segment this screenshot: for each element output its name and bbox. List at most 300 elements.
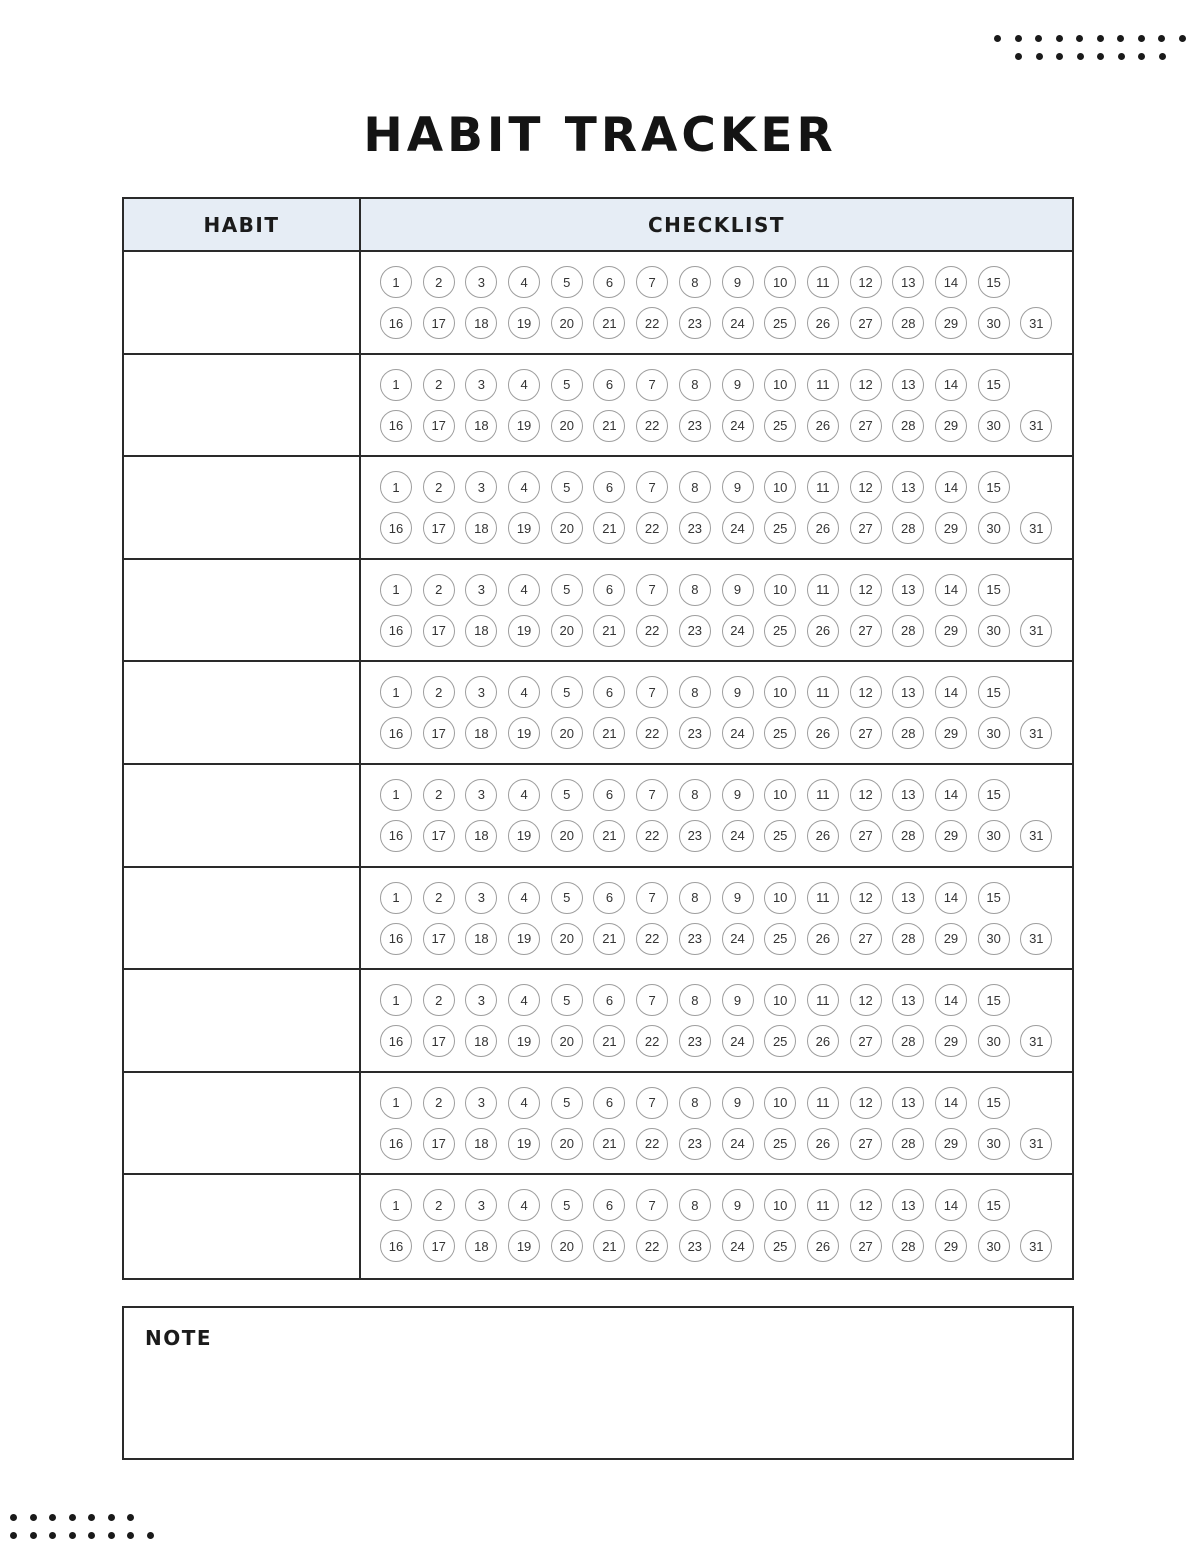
day-checkbox[interactable]: 10 [764, 369, 796, 401]
day-checkbox[interactable]: 26 [807, 923, 839, 955]
day-checkbox[interactable]: 28 [892, 717, 924, 749]
day-checkbox[interactable]: 15 [978, 471, 1010, 503]
day-checkbox[interactable]: 12 [850, 471, 882, 503]
day-checkbox[interactable]: 15 [978, 1189, 1010, 1221]
day-checkbox[interactable]: 23 [679, 717, 711, 749]
note-box[interactable] [122, 1306, 1074, 1460]
day-checkbox[interactable]: 16 [380, 307, 412, 339]
day-checkbox[interactable]: 29 [935, 717, 967, 749]
day-checkbox[interactable]: 30 [978, 1128, 1010, 1160]
day-checkbox[interactable]: 6 [593, 369, 625, 401]
habit-name-cell[interactable] [124, 765, 361, 866]
day-checkbox[interactable]: 14 [935, 779, 967, 811]
day-checkbox[interactable]: 14 [935, 369, 967, 401]
day-checkbox[interactable]: 8 [679, 369, 711, 401]
day-checkbox[interactable]: 31 [1020, 512, 1052, 544]
day-checkbox[interactable]: 3 [465, 882, 497, 914]
day-checkbox[interactable]: 3 [465, 1087, 497, 1119]
habit-name-cell[interactable] [124, 560, 361, 661]
day-checkbox[interactable]: 25 [764, 923, 796, 955]
day-checkbox[interactable]: 22 [636, 410, 668, 442]
day-checkbox[interactable]: 13 [892, 574, 924, 606]
day-checkbox[interactable]: 11 [807, 471, 839, 503]
day-checkbox[interactable]: 28 [892, 512, 924, 544]
day-checkbox[interactable]: 12 [850, 574, 882, 606]
day-checkbox[interactable]: 2 [423, 676, 455, 708]
day-checkbox[interactable]: 25 [764, 1128, 796, 1160]
day-checkbox[interactable]: 28 [892, 820, 924, 852]
day-checkbox[interactable]: 5 [551, 779, 583, 811]
day-checkbox[interactable]: 2 [423, 1189, 455, 1221]
day-checkbox[interactable]: 16 [380, 1230, 412, 1262]
day-checkbox[interactable]: 29 [935, 1128, 967, 1160]
day-checkbox[interactable]: 14 [935, 1189, 967, 1221]
day-checkbox[interactable]: 24 [722, 615, 754, 647]
day-checkbox[interactable]: 28 [892, 1230, 924, 1262]
day-checkbox[interactable]: 5 [551, 676, 583, 708]
day-checkbox[interactable]: 20 [551, 1025, 583, 1057]
day-checkbox[interactable]: 19 [508, 1128, 540, 1160]
habit-name-cell[interactable] [124, 868, 361, 969]
day-checkbox[interactable]: 2 [423, 471, 455, 503]
day-checkbox[interactable]: 21 [593, 1128, 625, 1160]
day-checkbox[interactable]: 11 [807, 882, 839, 914]
day-checkbox[interactable]: 16 [380, 615, 412, 647]
day-checkbox[interactable]: 11 [807, 1087, 839, 1119]
day-checkbox[interactable]: 12 [850, 266, 882, 298]
day-checkbox[interactable]: 26 [807, 1128, 839, 1160]
day-checkbox[interactable]: 17 [423, 1128, 455, 1160]
day-checkbox[interactable]: 30 [978, 410, 1010, 442]
day-checkbox[interactable]: 9 [722, 574, 754, 606]
day-checkbox[interactable]: 5 [551, 1087, 583, 1119]
day-checkbox[interactable]: 22 [636, 615, 668, 647]
day-checkbox[interactable]: 15 [978, 882, 1010, 914]
day-checkbox[interactable]: 25 [764, 820, 796, 852]
day-checkbox[interactable]: 27 [850, 1025, 882, 1057]
day-checkbox[interactable]: 18 [465, 410, 497, 442]
day-checkbox[interactable]: 30 [978, 615, 1010, 647]
day-checkbox[interactable]: 25 [764, 512, 796, 544]
habit-name-cell[interactable] [124, 355, 361, 456]
day-checkbox[interactable]: 15 [978, 779, 1010, 811]
day-checkbox[interactable]: 13 [892, 1189, 924, 1221]
day-checkbox[interactable]: 18 [465, 717, 497, 749]
day-checkbox[interactable]: 19 [508, 1025, 540, 1057]
day-checkbox[interactable]: 12 [850, 369, 882, 401]
day-checkbox[interactable]: 30 [978, 1025, 1010, 1057]
day-checkbox[interactable]: 23 [679, 1025, 711, 1057]
day-checkbox[interactable]: 13 [892, 779, 924, 811]
day-checkbox[interactable]: 9 [722, 984, 754, 1016]
day-checkbox[interactable]: 31 [1020, 615, 1052, 647]
day-checkbox[interactable]: 18 [465, 1230, 497, 1262]
day-checkbox[interactable]: 10 [764, 984, 796, 1016]
day-checkbox[interactable]: 17 [423, 820, 455, 852]
day-checkbox[interactable]: 7 [636, 1189, 668, 1221]
day-checkbox[interactable]: 21 [593, 410, 625, 442]
day-checkbox[interactable]: 17 [423, 307, 455, 339]
day-checkbox[interactable]: 15 [978, 266, 1010, 298]
day-checkbox[interactable]: 7 [636, 266, 668, 298]
day-checkbox[interactable]: 6 [593, 471, 625, 503]
day-checkbox[interactable]: 4 [508, 471, 540, 503]
day-checkbox[interactable]: 8 [679, 471, 711, 503]
day-checkbox[interactable]: 23 [679, 307, 711, 339]
day-checkbox[interactable]: 26 [807, 410, 839, 442]
day-checkbox[interactable]: 16 [380, 1128, 412, 1160]
day-checkbox[interactable]: 25 [764, 615, 796, 647]
day-checkbox[interactable]: 18 [465, 512, 497, 544]
day-checkbox[interactable]: 23 [679, 410, 711, 442]
day-checkbox[interactable]: 17 [423, 410, 455, 442]
day-checkbox[interactable]: 26 [807, 717, 839, 749]
day-checkbox[interactable]: 25 [764, 410, 796, 442]
day-checkbox[interactable]: 18 [465, 1128, 497, 1160]
day-checkbox[interactable]: 20 [551, 307, 583, 339]
day-checkbox[interactable]: 27 [850, 615, 882, 647]
day-checkbox[interactable]: 23 [679, 1128, 711, 1160]
day-checkbox[interactable]: 20 [551, 615, 583, 647]
day-checkbox[interactable]: 6 [593, 984, 625, 1016]
day-checkbox[interactable]: 16 [380, 512, 412, 544]
day-checkbox[interactable]: 13 [892, 369, 924, 401]
day-checkbox[interactable]: 4 [508, 882, 540, 914]
day-checkbox[interactable]: 20 [551, 1128, 583, 1160]
day-checkbox[interactable]: 10 [764, 1189, 796, 1221]
day-checkbox[interactable]: 11 [807, 984, 839, 1016]
day-checkbox[interactable]: 12 [850, 984, 882, 1016]
day-checkbox[interactable]: 4 [508, 676, 540, 708]
day-checkbox[interactable]: 23 [679, 923, 711, 955]
day-checkbox[interactable]: 29 [935, 512, 967, 544]
day-checkbox[interactable]: 23 [679, 820, 711, 852]
day-checkbox[interactable]: 26 [807, 615, 839, 647]
day-checkbox[interactable]: 8 [679, 574, 711, 606]
day-checkbox[interactable]: 7 [636, 471, 668, 503]
day-checkbox[interactable]: 19 [508, 512, 540, 544]
day-checkbox[interactable]: 11 [807, 676, 839, 708]
day-checkbox[interactable]: 31 [1020, 1128, 1052, 1160]
day-checkbox[interactable]: 10 [764, 676, 796, 708]
day-checkbox[interactable]: 20 [551, 512, 583, 544]
day-checkbox[interactable]: 1 [380, 984, 412, 1016]
day-checkbox[interactable]: 5 [551, 266, 583, 298]
day-checkbox[interactable]: 1 [380, 471, 412, 503]
day-checkbox[interactable]: 29 [935, 410, 967, 442]
day-checkbox[interactable]: 3 [465, 984, 497, 1016]
day-checkbox[interactable]: 15 [978, 984, 1010, 1016]
day-checkbox[interactable]: 19 [508, 923, 540, 955]
day-checkbox[interactable]: 27 [850, 512, 882, 544]
day-checkbox[interactable]: 6 [593, 779, 625, 811]
day-checkbox[interactable]: 21 [593, 923, 625, 955]
habit-name-cell[interactable] [124, 662, 361, 763]
day-checkbox[interactable]: 8 [679, 266, 711, 298]
day-checkbox[interactable]: 18 [465, 307, 497, 339]
day-checkbox[interactable]: 6 [593, 676, 625, 708]
day-checkbox[interactable]: 24 [722, 307, 754, 339]
day-checkbox[interactable]: 31 [1020, 923, 1052, 955]
day-checkbox[interactable]: 13 [892, 1087, 924, 1119]
day-checkbox[interactable]: 29 [935, 615, 967, 647]
day-checkbox[interactable]: 12 [850, 676, 882, 708]
day-checkbox[interactable]: 20 [551, 410, 583, 442]
day-checkbox[interactable]: 22 [636, 923, 668, 955]
day-checkbox[interactable]: 27 [850, 1128, 882, 1160]
day-checkbox[interactable]: 8 [679, 1087, 711, 1119]
day-checkbox[interactable]: 25 [764, 307, 796, 339]
day-checkbox[interactable]: 15 [978, 676, 1010, 708]
day-checkbox[interactable]: 26 [807, 820, 839, 852]
day-checkbox[interactable]: 28 [892, 923, 924, 955]
day-checkbox[interactable]: 17 [423, 717, 455, 749]
day-checkbox[interactable]: 18 [465, 615, 497, 647]
day-checkbox[interactable]: 30 [978, 923, 1010, 955]
day-checkbox[interactable]: 17 [423, 923, 455, 955]
day-checkbox[interactable]: 27 [850, 820, 882, 852]
habit-name-cell[interactable] [124, 252, 361, 353]
day-checkbox[interactable]: 7 [636, 574, 668, 606]
day-checkbox[interactable]: 15 [978, 369, 1010, 401]
day-checkbox[interactable]: 9 [722, 1189, 754, 1221]
day-checkbox[interactable]: 25 [764, 1230, 796, 1262]
day-checkbox[interactable]: 27 [850, 1230, 882, 1262]
day-checkbox[interactable]: 11 [807, 779, 839, 811]
day-checkbox[interactable]: 1 [380, 574, 412, 606]
day-checkbox[interactable]: 20 [551, 820, 583, 852]
day-checkbox[interactable]: 30 [978, 307, 1010, 339]
day-checkbox[interactable]: 9 [722, 676, 754, 708]
day-checkbox[interactable]: 26 [807, 307, 839, 339]
day-checkbox[interactable]: 18 [465, 923, 497, 955]
day-checkbox[interactable]: 20 [551, 923, 583, 955]
day-checkbox[interactable]: 13 [892, 266, 924, 298]
day-checkbox[interactable]: 24 [722, 1025, 754, 1057]
day-checkbox[interactable]: 31 [1020, 307, 1052, 339]
day-checkbox[interactable]: 21 [593, 1230, 625, 1262]
day-checkbox[interactable]: 4 [508, 369, 540, 401]
day-checkbox[interactable]: 21 [593, 615, 625, 647]
day-checkbox[interactable]: 4 [508, 984, 540, 1016]
day-checkbox[interactable]: 21 [593, 717, 625, 749]
day-checkbox[interactable]: 26 [807, 1230, 839, 1262]
day-checkbox[interactable]: 4 [508, 266, 540, 298]
day-checkbox[interactable]: 19 [508, 717, 540, 749]
day-checkbox[interactable]: 8 [679, 984, 711, 1016]
day-checkbox[interactable]: 11 [807, 266, 839, 298]
day-checkbox[interactable]: 24 [722, 512, 754, 544]
day-checkbox[interactable]: 15 [978, 1087, 1010, 1119]
day-checkbox[interactable]: 16 [380, 410, 412, 442]
day-checkbox[interactable]: 30 [978, 1230, 1010, 1262]
day-checkbox[interactable]: 1 [380, 676, 412, 708]
day-checkbox[interactable]: 14 [935, 574, 967, 606]
day-checkbox[interactable]: 21 [593, 307, 625, 339]
day-checkbox[interactable]: 9 [722, 471, 754, 503]
habit-name-cell[interactable] [124, 970, 361, 1071]
day-checkbox[interactable]: 2 [423, 984, 455, 1016]
day-checkbox[interactable]: 25 [764, 717, 796, 749]
day-checkbox[interactable]: 29 [935, 307, 967, 339]
day-checkbox[interactable]: 3 [465, 676, 497, 708]
day-checkbox[interactable]: 31 [1020, 410, 1052, 442]
day-checkbox[interactable]: 10 [764, 779, 796, 811]
day-checkbox[interactable]: 26 [807, 1025, 839, 1057]
day-checkbox[interactable]: 18 [465, 820, 497, 852]
day-checkbox[interactable]: 16 [380, 820, 412, 852]
day-checkbox[interactable]: 9 [722, 266, 754, 298]
day-checkbox[interactable]: 22 [636, 1230, 668, 1262]
day-checkbox[interactable]: 22 [636, 820, 668, 852]
day-checkbox[interactable]: 16 [380, 923, 412, 955]
day-checkbox[interactable]: 3 [465, 779, 497, 811]
day-checkbox[interactable]: 24 [722, 923, 754, 955]
day-checkbox[interactable]: 24 [722, 1230, 754, 1262]
day-checkbox[interactable]: 12 [850, 882, 882, 914]
day-checkbox[interactable]: 5 [551, 471, 583, 503]
day-checkbox[interactable]: 15 [978, 574, 1010, 606]
day-checkbox[interactable]: 11 [807, 369, 839, 401]
day-checkbox[interactable]: 17 [423, 1025, 455, 1057]
day-checkbox[interactable]: 7 [636, 369, 668, 401]
day-checkbox[interactable]: 29 [935, 1025, 967, 1057]
day-checkbox[interactable]: 7 [636, 676, 668, 708]
day-checkbox[interactable]: 6 [593, 882, 625, 914]
day-checkbox[interactable]: 2 [423, 1087, 455, 1119]
day-checkbox[interactable]: 3 [465, 266, 497, 298]
day-checkbox[interactable]: 14 [935, 266, 967, 298]
day-checkbox[interactable]: 21 [593, 820, 625, 852]
day-checkbox[interactable]: 24 [722, 410, 754, 442]
day-checkbox[interactable]: 20 [551, 1230, 583, 1262]
day-checkbox[interactable]: 13 [892, 471, 924, 503]
day-checkbox[interactable]: 6 [593, 266, 625, 298]
day-checkbox[interactable]: 8 [679, 1189, 711, 1221]
day-checkbox[interactable]: 5 [551, 369, 583, 401]
day-checkbox[interactable]: 10 [764, 266, 796, 298]
day-checkbox[interactable]: 8 [679, 779, 711, 811]
day-checkbox[interactable]: 21 [593, 512, 625, 544]
day-checkbox[interactable]: 16 [380, 1025, 412, 1057]
day-checkbox[interactable]: 28 [892, 1128, 924, 1160]
day-checkbox[interactable]: 2 [423, 779, 455, 811]
day-checkbox[interactable]: 24 [722, 717, 754, 749]
day-checkbox[interactable]: 1 [380, 882, 412, 914]
day-checkbox[interactable]: 10 [764, 471, 796, 503]
day-checkbox[interactable]: 29 [935, 1230, 967, 1262]
day-checkbox[interactable]: 7 [636, 984, 668, 1016]
day-checkbox[interactable]: 3 [465, 574, 497, 606]
day-checkbox[interactable]: 14 [935, 676, 967, 708]
day-checkbox[interactable]: 29 [935, 923, 967, 955]
day-checkbox[interactable]: 4 [508, 1189, 540, 1221]
day-checkbox[interactable]: 10 [764, 882, 796, 914]
day-checkbox[interactable]: 9 [722, 779, 754, 811]
day-checkbox[interactable]: 1 [380, 1087, 412, 1119]
day-checkbox[interactable]: 2 [423, 266, 455, 298]
habit-name-cell[interactable] [124, 457, 361, 558]
day-checkbox[interactable]: 2 [423, 574, 455, 606]
day-checkbox[interactable]: 23 [679, 615, 711, 647]
day-checkbox[interactable]: 19 [508, 820, 540, 852]
day-checkbox[interactable]: 28 [892, 1025, 924, 1057]
day-checkbox[interactable]: 29 [935, 820, 967, 852]
day-checkbox[interactable]: 3 [465, 369, 497, 401]
day-checkbox[interactable]: 9 [722, 369, 754, 401]
day-checkbox[interactable]: 19 [508, 1230, 540, 1262]
day-checkbox[interactable]: 4 [508, 574, 540, 606]
day-checkbox[interactable]: 12 [850, 779, 882, 811]
day-checkbox[interactable]: 24 [722, 1128, 754, 1160]
day-checkbox[interactable]: 14 [935, 882, 967, 914]
day-checkbox[interactable]: 13 [892, 882, 924, 914]
day-checkbox[interactable]: 24 [722, 820, 754, 852]
day-checkbox[interactable]: 6 [593, 1087, 625, 1119]
day-checkbox[interactable]: 10 [764, 1087, 796, 1119]
day-checkbox[interactable]: 17 [423, 615, 455, 647]
day-checkbox[interactable]: 17 [423, 1230, 455, 1262]
day-checkbox[interactable]: 30 [978, 717, 1010, 749]
day-checkbox[interactable]: 30 [978, 512, 1010, 544]
day-checkbox[interactable]: 22 [636, 1025, 668, 1057]
day-checkbox[interactable]: 31 [1020, 820, 1052, 852]
habit-name-cell[interactable] [124, 1175, 361, 1278]
day-checkbox[interactable]: 11 [807, 574, 839, 606]
day-checkbox[interactable]: 1 [380, 779, 412, 811]
day-checkbox[interactable]: 22 [636, 717, 668, 749]
day-checkbox[interactable]: 3 [465, 471, 497, 503]
day-checkbox[interactable]: 1 [380, 369, 412, 401]
day-checkbox[interactable]: 14 [935, 984, 967, 1016]
day-checkbox[interactable]: 20 [551, 717, 583, 749]
day-checkbox[interactable]: 1 [380, 1189, 412, 1221]
day-checkbox[interactable]: 27 [850, 410, 882, 442]
day-checkbox[interactable]: 2 [423, 369, 455, 401]
day-checkbox[interactable]: 3 [465, 1189, 497, 1221]
day-checkbox[interactable]: 6 [593, 1189, 625, 1221]
day-checkbox[interactable]: 28 [892, 410, 924, 442]
day-checkbox[interactable]: 1 [380, 266, 412, 298]
day-checkbox[interactable]: 12 [850, 1087, 882, 1119]
day-checkbox[interactable]: 10 [764, 574, 796, 606]
day-checkbox[interactable]: 22 [636, 512, 668, 544]
day-checkbox[interactable]: 27 [850, 307, 882, 339]
day-checkbox[interactable]: 22 [636, 307, 668, 339]
day-checkbox[interactable]: 9 [722, 1087, 754, 1119]
day-checkbox[interactable]: 30 [978, 820, 1010, 852]
day-checkbox[interactable]: 5 [551, 882, 583, 914]
day-checkbox[interactable]: 19 [508, 307, 540, 339]
day-checkbox[interactable]: 7 [636, 882, 668, 914]
day-checkbox[interactable]: 26 [807, 512, 839, 544]
day-checkbox[interactable]: 5 [551, 574, 583, 606]
day-checkbox[interactable]: 2 [423, 882, 455, 914]
day-checkbox[interactable]: 8 [679, 676, 711, 708]
day-checkbox[interactable]: 28 [892, 615, 924, 647]
day-checkbox[interactable]: 21 [593, 1025, 625, 1057]
day-checkbox[interactable]: 27 [850, 717, 882, 749]
day-checkbox[interactable]: 13 [892, 984, 924, 1016]
habit-name-cell[interactable] [124, 1073, 361, 1174]
day-checkbox[interactable]: 25 [764, 1025, 796, 1057]
day-checkbox[interactable]: 4 [508, 779, 540, 811]
day-checkbox[interactable]: 5 [551, 984, 583, 1016]
day-checkbox[interactable]: 11 [807, 1189, 839, 1221]
day-checkbox[interactable]: 7 [636, 1087, 668, 1119]
day-checkbox[interactable]: 5 [551, 1189, 583, 1221]
day-checkbox[interactable]: 28 [892, 307, 924, 339]
